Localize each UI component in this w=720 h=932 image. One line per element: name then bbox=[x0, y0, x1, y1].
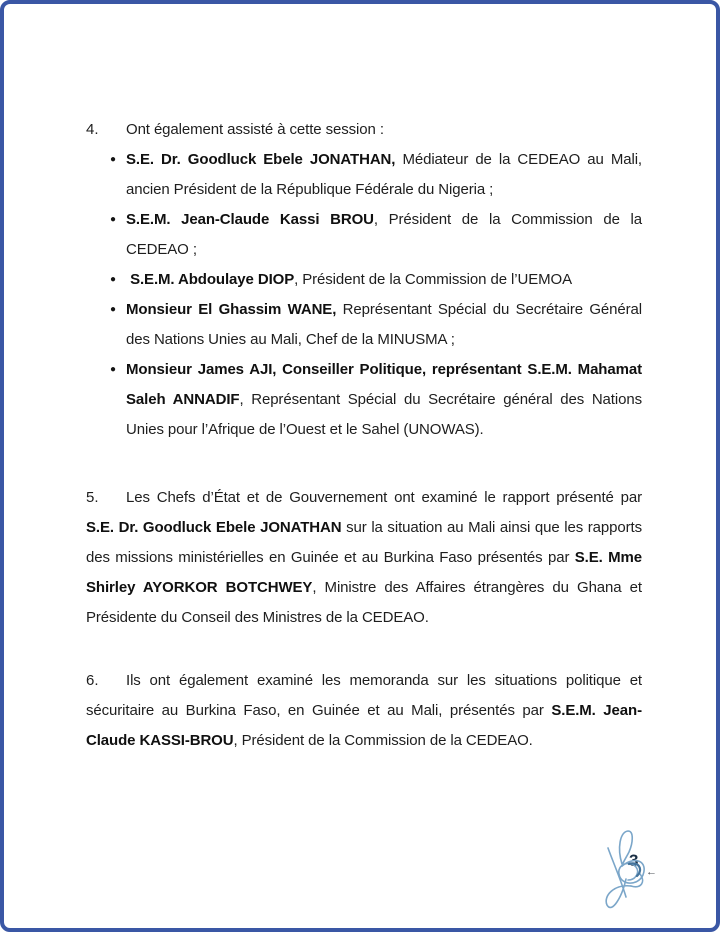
bullet-text bbox=[126, 361, 642, 438]
text-segment: , Président de la Commission de la CEDEAO. bbox=[233, 732, 533, 749]
bullet-item bbox=[86, 265, 642, 295]
bullet-item bbox=[86, 295, 642, 355]
paragraph-4 bbox=[86, 115, 642, 145]
text-segment-bold: S.E. Dr. Goodluck Ebele JONATHAN, bbox=[126, 151, 396, 168]
bullet-item bbox=[86, 145, 642, 205]
text-segment-bold: S.E. Mme Shirley AYORKOR BOTCHWEY bbox=[86, 549, 642, 596]
text-segment: Représentant Spécial du Secrétaire Général des Nations Unies au Mali, Chef de la MINUSMA ; bbox=[126, 301, 642, 348]
document-content bbox=[86, 115, 642, 756]
text-segment-bold: S.E.M. Abdoulaye DIOP bbox=[126, 271, 295, 288]
bullet-item bbox=[86, 205, 642, 265]
paragraph-6 bbox=[86, 666, 642, 756]
text-segment: , Président de la Commission de l’UEMOA bbox=[294, 271, 572, 288]
signature-paraph-icon bbox=[600, 824, 670, 919]
text-segment: sur la situation au Mali ainsi que les rapports des missions ministérielles en Guinée et au Burkina Faso présentés par bbox=[86, 519, 642, 566]
bullet-text bbox=[126, 151, 642, 198]
small-arrow-mark: ← bbox=[646, 866, 657, 878]
bullet-text bbox=[126, 271, 572, 288]
signature-area bbox=[600, 824, 670, 919]
text-segment: Ils ont également examiné les memoranda sur les situations politique et sécuritaire au Burkina Faso, en Guinée et au Mali, présentés par bbox=[86, 672, 642, 719]
bullet-item bbox=[86, 355, 642, 445]
bullet-text bbox=[126, 211, 642, 258]
paragraph-number: 5. bbox=[86, 489, 99, 506]
text-segment: , Ministre des Affaires étrangères du Ghana et Présidente du Conseil des Ministres de la CEDEAO. bbox=[86, 579, 642, 626]
text-segment: , Président de la Commission de la CEDEAO ; bbox=[126, 211, 642, 258]
text-segment-bold: S.E.M. Jean-Claude KASSI-BROU bbox=[86, 702, 642, 749]
paragraph-text bbox=[86, 672, 642, 749]
text-segment: , Représentant Spécial du Secrétaire général des Nations Unies pour l’Afrique de l’Ouest et le Sahel (UNOWAS). bbox=[126, 391, 642, 438]
text-segment-bold: S.E.M. Jean-Claude Kassi BROU bbox=[126, 211, 374, 228]
paragraph-number: 6. bbox=[86, 672, 99, 689]
paragraph-5 bbox=[86, 483, 642, 633]
page-number: 3 bbox=[629, 851, 639, 870]
paragraph-number: 4. bbox=[86, 121, 99, 138]
text-segment: Les Chefs d’État et de Gouvernement ont examiné le rapport présenté par bbox=[126, 489, 642, 506]
bullet-text bbox=[126, 301, 642, 348]
text-segment-bold: Monsieur James AJI, Conseiller Politique, représentant S.E.M. Mahamat Saleh ANNADIF bbox=[126, 361, 642, 408]
text-segment-bold: S.E. Dr. Goodluck Ebele JONATHAN bbox=[86, 519, 342, 536]
text-segment: Ont également assisté à cette session : bbox=[126, 121, 384, 138]
text-segment-bold: Monsieur El Ghassim WANE, bbox=[126, 301, 337, 318]
paragraph-text bbox=[126, 121, 384, 138]
paragraph-text bbox=[86, 489, 642, 626]
text-segment: Médiateur de la CEDEAO au Mali, ancien Président de la République Fédérale du Nigeria ; bbox=[126, 151, 642, 198]
